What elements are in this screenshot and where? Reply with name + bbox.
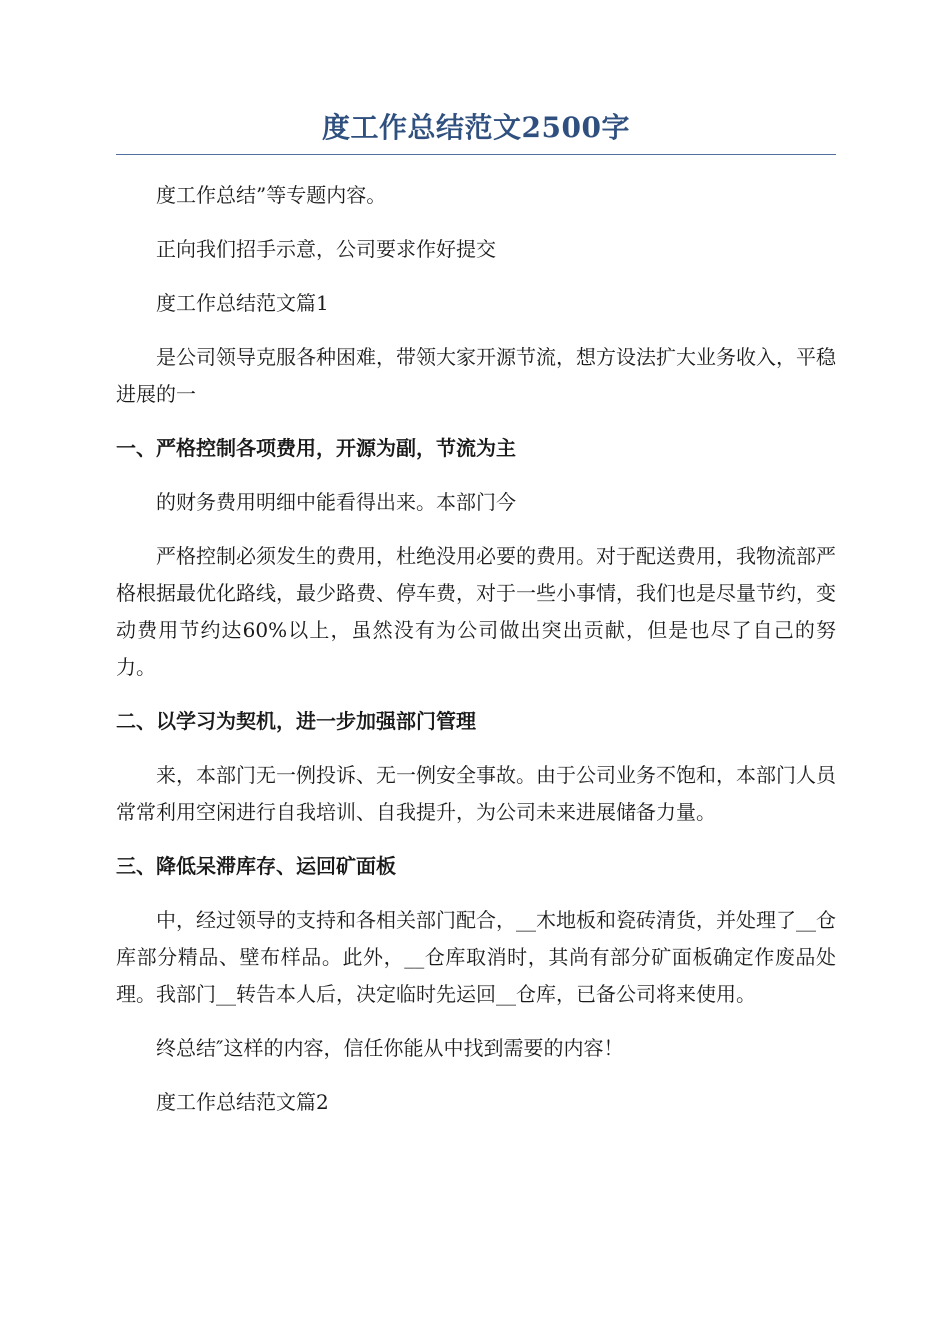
- paragraph: 中，经过领导的支持和各相关部门配合，__木地板和瓷砖清货，并处理了__仓库部分精品、壁布样品。此外，__仓库取消时，其尚有部分矿面板确定作废品处理。我部门__转告本人后，决定临时先运回__仓库，已备公司将来使用。: [116, 908, 836, 1006]
- paragraph: 来，本部门无一例投诉、无一例安全事故。由于公司业务不饱和，本部门人员常常利用空闲进行自我培训、自我提升，为公司未来进展储备力量。: [116, 763, 836, 824]
- section-label: 度工作总结范文篇1: [156, 291, 329, 315]
- document-title: 度工作总结范文2500字: [116, 108, 836, 155]
- section-heading: 三、降低呆滞库存、运回矿面板: [116, 854, 396, 878]
- document-page: [116, 108, 836, 1138]
- paragraph: 的财务费用明细中能看得出来。本部门今: [156, 490, 516, 514]
- section-heading: 二、以学习为契机，进一步加强部门管理: [116, 709, 476, 733]
- section-label: 度工作总结范文篇2: [156, 1090, 329, 1114]
- paragraph: 度工作总结”等专题内容。: [156, 183, 387, 207]
- paragraph: 是公司领导克服各种困难，带领大家开源节流，想方设法扩大业务收入，平稳进展的一: [116, 345, 836, 406]
- paragraph: 终总结″这样的内容，信任你能从中找到需要的内容！: [156, 1036, 624, 1060]
- paragraph: 正向我们招手示意，公司要求作好提交: [156, 237, 496, 261]
- paragraph: 严格控制必须发生的费用，杜绝没用必要的费用。对于配送费用，我物流部严格根据最优化路线，最少路费、停车费，对于一些小事情，我们也是尽量节约，变动费用节约达60%以上，虽然没有为公司做出突出贡献，但是也尽了自己的努力。: [116, 544, 836, 679]
- section-heading: 一、严格控制各项费用，开源为副，节流为主: [116, 436, 516, 460]
- document-body: [116, 177, 836, 1121]
